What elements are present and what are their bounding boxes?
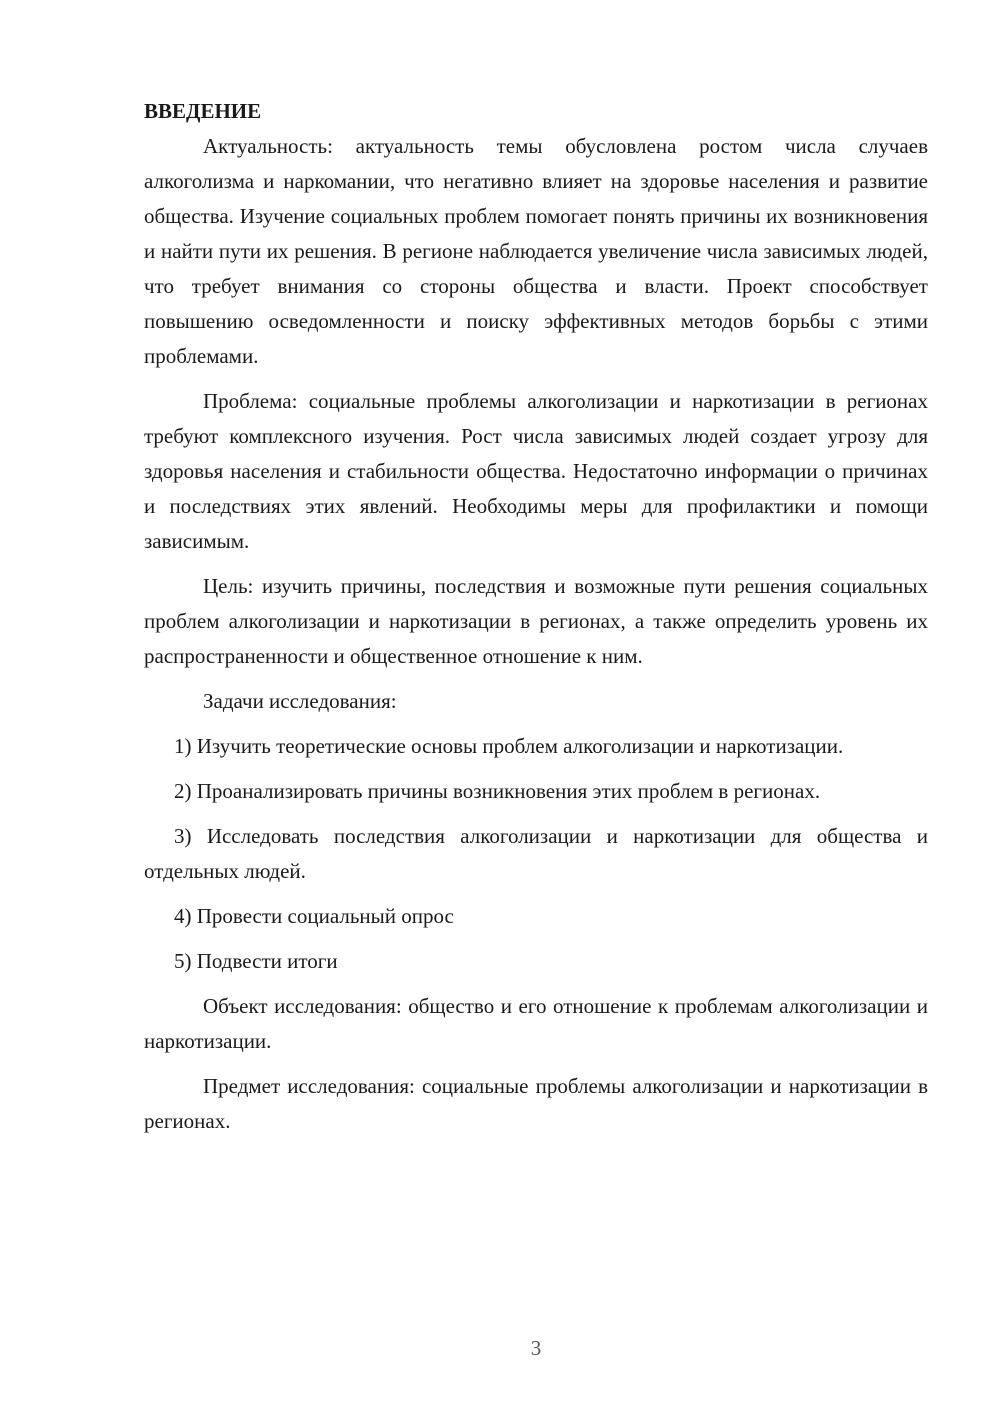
page-title: ВВЕДЕНИЕ: [144, 99, 262, 123]
page-number: 3: [530, 1336, 542, 1360]
problem-paragraph: Проблема: социальные проблемы алкоголизации и наркотизации в регионах требуют комплексного изучения. Рост числа зависимых людей создает угрозу для здоровья населения и стабильности общества. Недостаточно информации о причинах и последствиях этих явлений. Необходимы меры для профилактики и помощи зависимым.: [144, 389, 928, 553]
subject-paragraph: Предмет исследования: социальные проблемы алкоголизации и наркотизации в регионах.: [144, 1074, 928, 1133]
object-paragraph: Объект исследования: общество и его отношение к проблемам алкоголизации и наркотизации.: [144, 994, 928, 1053]
page-content: [144, 94, 928, 1139]
goal-paragraph: Цель: изучить причины, последствия и возможные пути решения социальных проблем алкоголизации и наркотизации в регионах, а также определить уровень их распространенности и общественное отношение к ним.: [144, 574, 928, 668]
task-item-2: 2) Проанализировать причины возникновения этих проблем в регионах.: [174, 779, 821, 803]
relevance-paragraph: Актуальность: актуальность темы обусловлена ростом числа случаев алкоголизма и наркомании, что негативно влияет на здоровье населения и развитие общества. Изучение социальных проблем помогает понять причины их возникновения и найти пути их решения. В регионе наблюдается увеличение числа зависимых людей, что требует внимания со стороны общества и власти. Проект способствует повышению осведомленности и поиску эффективных методов борьбы с этими проблемами.: [144, 134, 928, 368]
task-item-3: 3) Исследовать последствия алкоголизации и наркотизации для общества и отдельных людей.: [144, 824, 928, 883]
task-item-4: 4) Провести социальный опрос: [174, 904, 454, 928]
task-item-1: 1) Изучить теоретические основы проблем алкоголизации и наркотизации.: [174, 734, 844, 758]
task-item-5: 5) Подвести итоги: [174, 949, 338, 973]
tasks-heading: Задачи исследования:: [203, 689, 397, 713]
